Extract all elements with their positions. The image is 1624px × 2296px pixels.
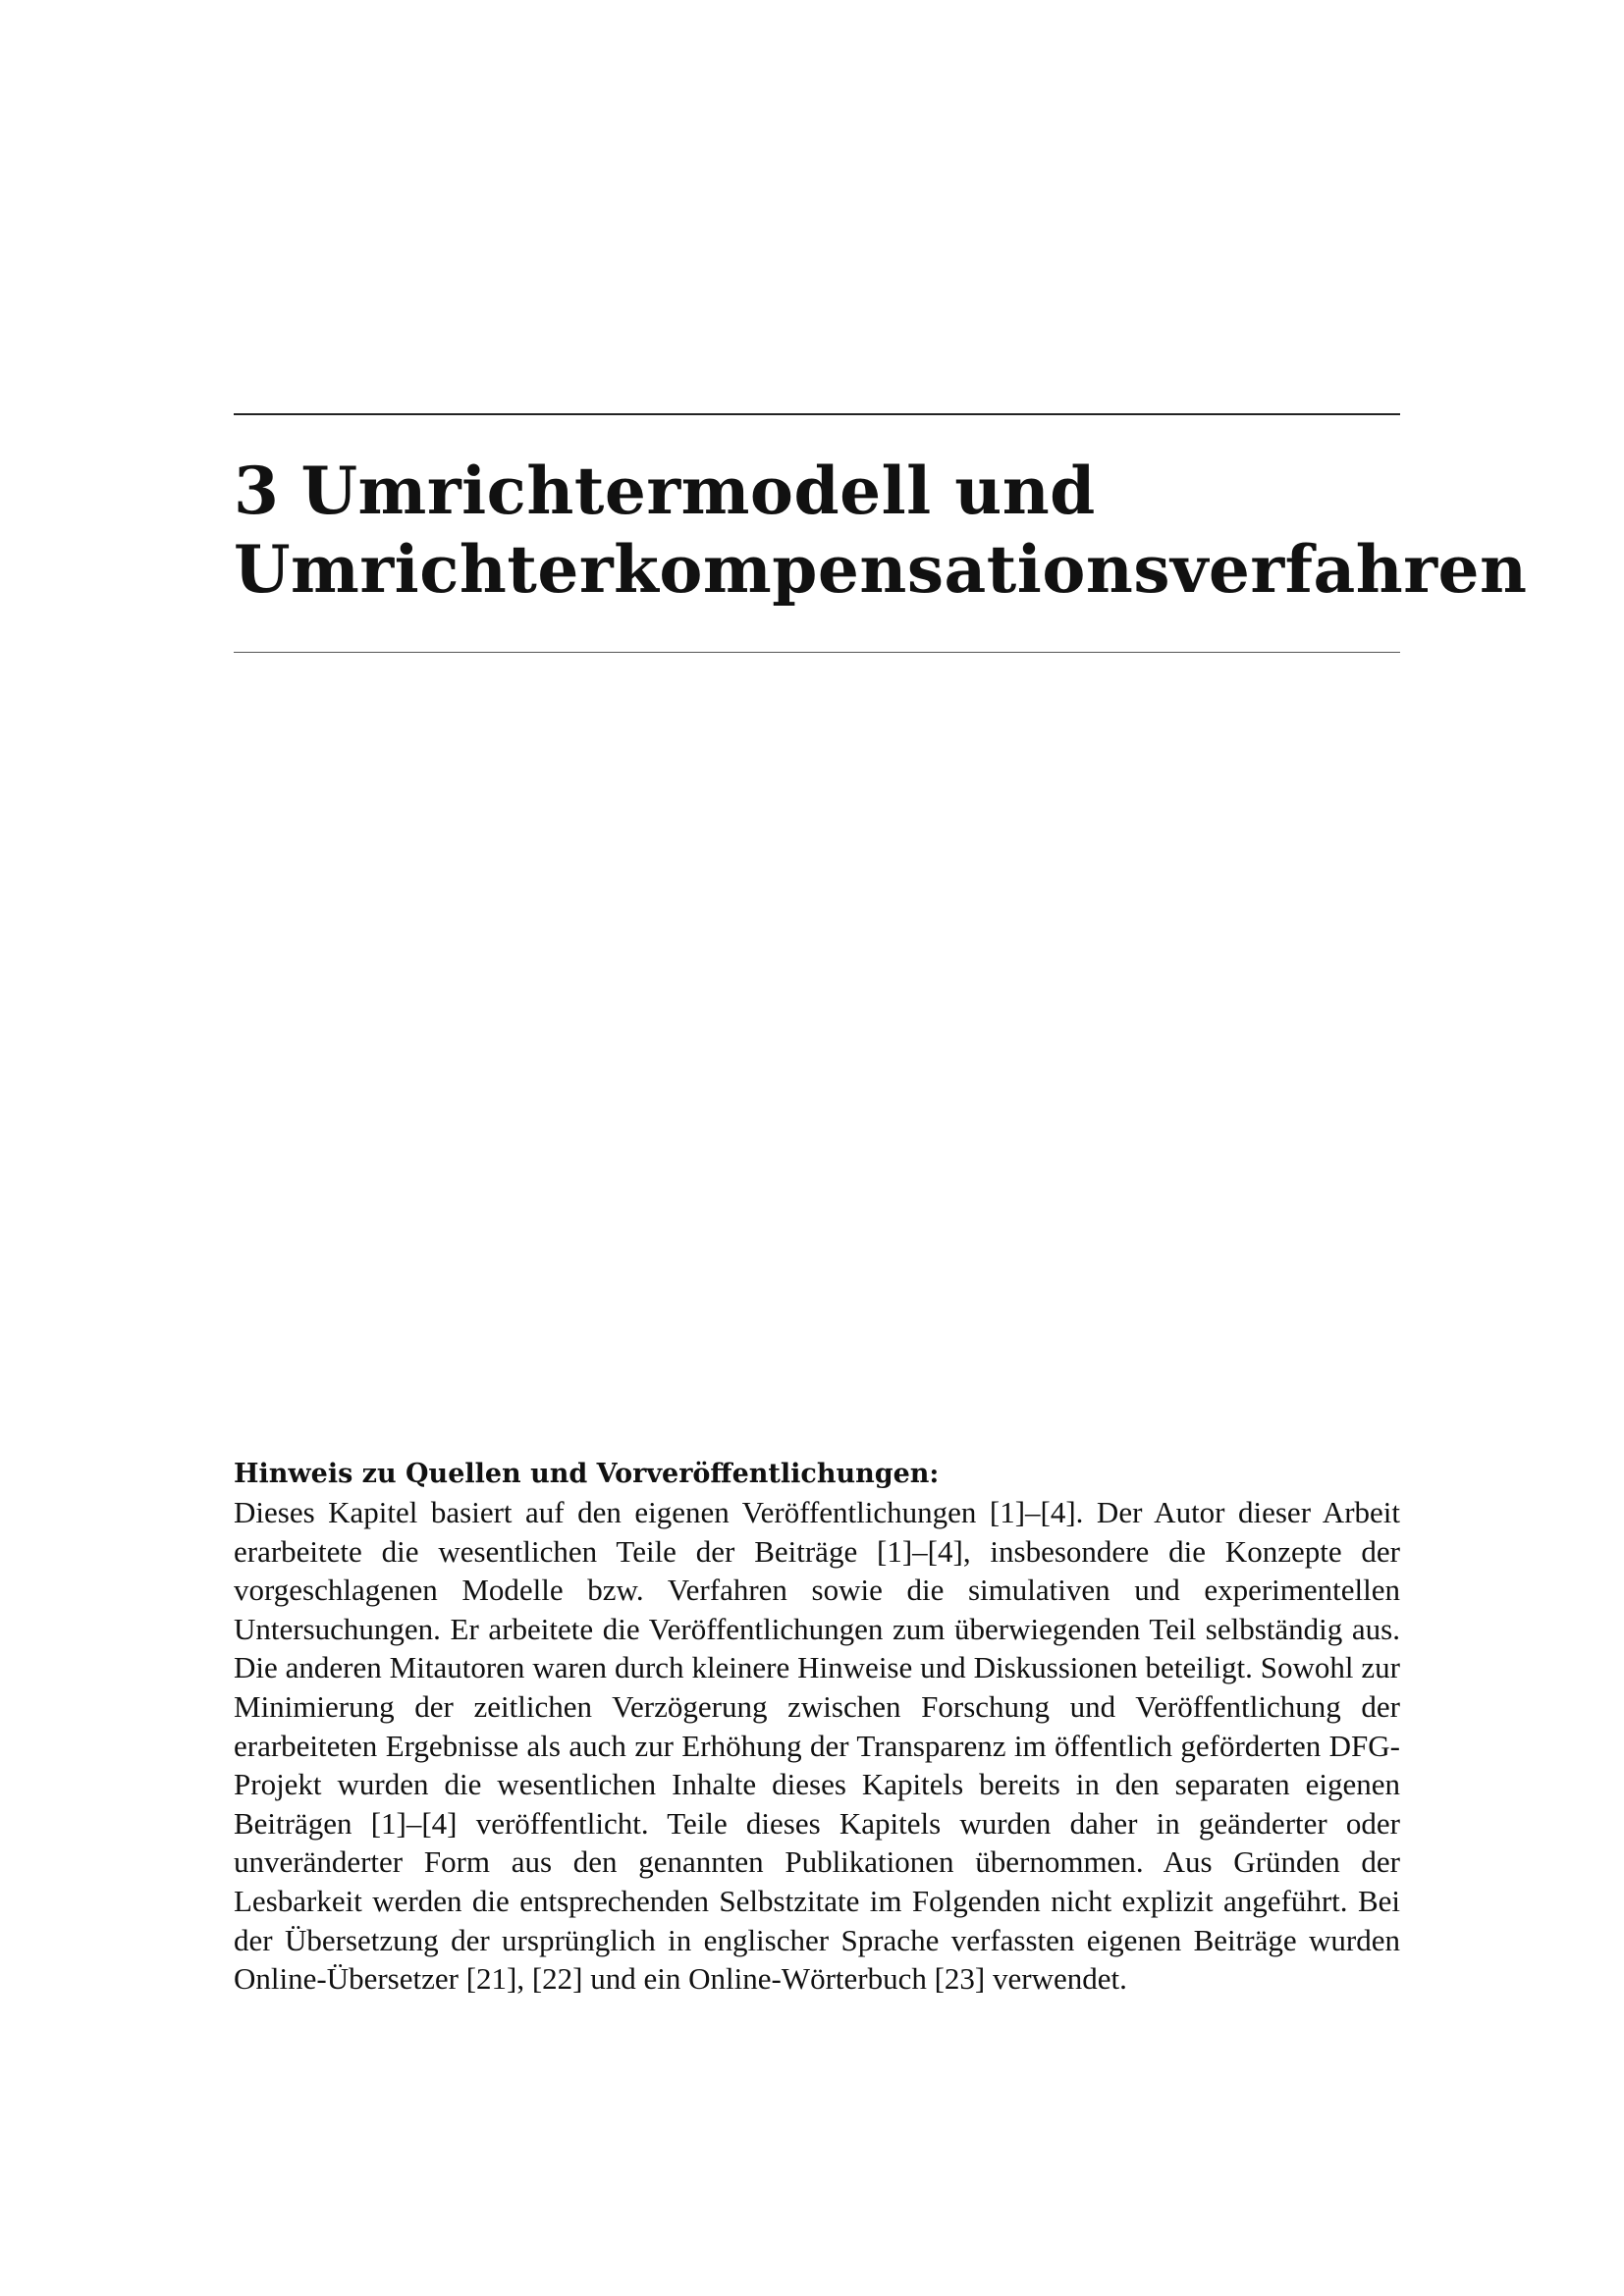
chapter-number: 3 xyxy=(234,453,280,529)
chapter-title xyxy=(234,452,1528,609)
source-note xyxy=(234,1456,1400,1999)
source-note-body: Dieses Kapitel basiert auf den eigenen Veröffentlichungen [1]–[4]. Der Autor dieser Arbeit erarbeitete die wesentlichen Teile der Beiträge [1]–[4], insbesondere die Konzepte der vorgeschlagenen Modelle bzw. Verfahren sowie die simulativen und experimentellen Untersuchungen. Er arbeitete die Veröffentlichungen zum überwiegenden Teil selbständig aus. Die anderen Mitautoren waren durch kleinere Hinweise und Diskussionen beteiligt. Sowohl zur Minimierung der zeitlichen Verzögerung zwischen Forschung und Veröffentlichung der erarbeiteten Ergebnisse als auch zur Erhöhung der Transparenz im öffentlich geförderten DFG-Projekt wurden die wesentlichen Inhalte dieses Kapitels bereits in den separaten eigenen Beiträgen [1]–[4] veröffentlicht. Teile dieses Kapitels wurden daher in geänderter oder unveränderter Form aus den genannten Publikationen übernommen. Aus Gründen der Lesbarkeit werden die entsprechenden Selbstzitate im Folgenden nicht explizit angeführt. Bei der Übersetzung der ursprünglich in englischer Sprache verfassten eigenen Beiträge wurden Online-Übersetzer [21], [22] und ein Online-Wörterbuch [23] verwendet. xyxy=(234,1495,1400,1997)
chapter-bottom-rule xyxy=(234,652,1400,653)
chapter-top-rule xyxy=(234,413,1400,415)
chapter-title-line-2: Umrichterkompensationsverfahren xyxy=(234,531,1528,608)
source-note-heading: Hinweis zu Quellen und Vorveröffentlichungen: xyxy=(234,1459,940,1489)
chapter-title-text-1: Umrichtermodell und xyxy=(300,453,1096,529)
chapter-title-line-1 xyxy=(234,452,1400,530)
